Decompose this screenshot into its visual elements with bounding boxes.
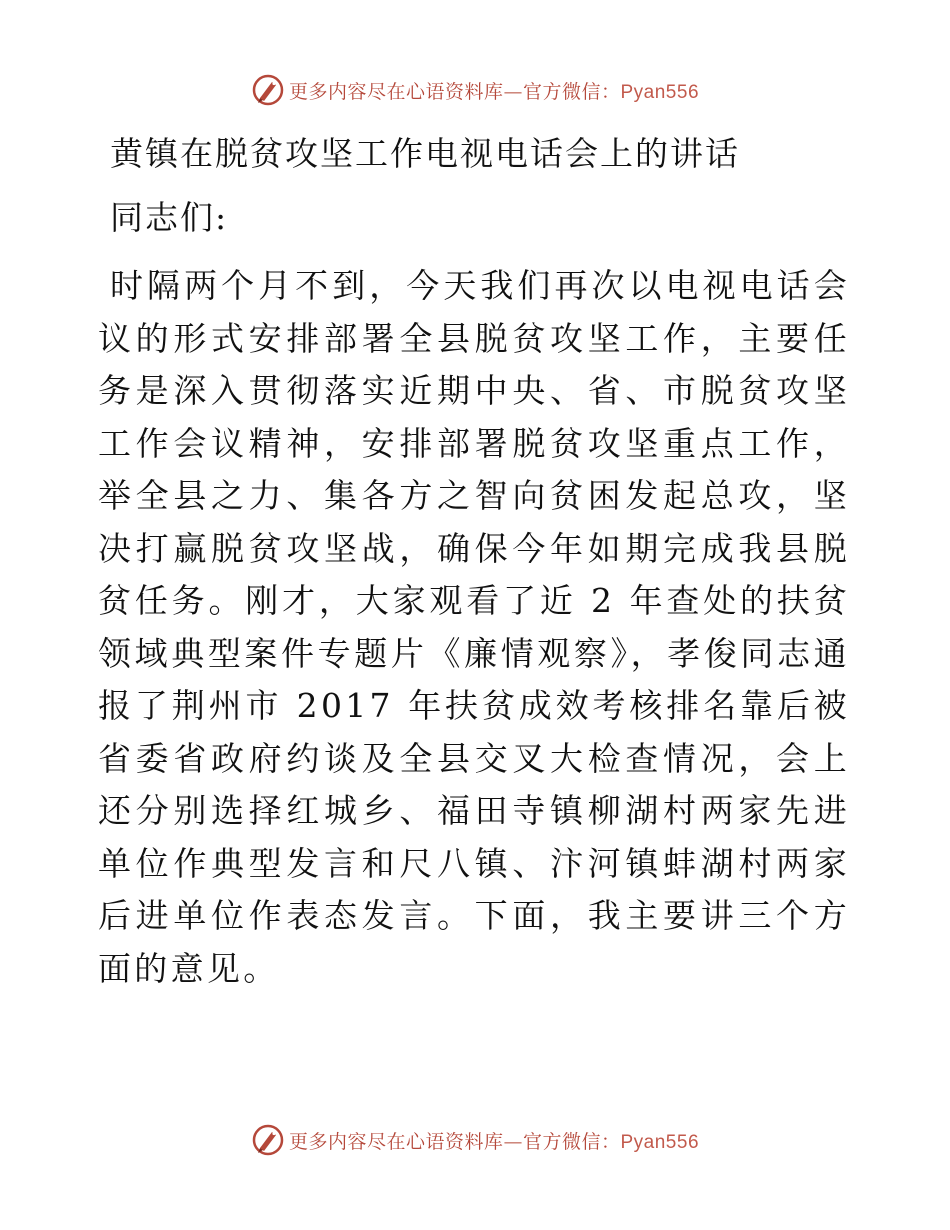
- watermark-separator: —: [503, 1130, 523, 1153]
- watermark-account: Pyan556: [620, 81, 700, 103]
- greeting-line: 同志们:: [110, 198, 229, 237]
- watermark-wechat-label: 官方微信：: [522, 80, 621, 103]
- watermark-wechat-label: 官方微信：: [522, 1130, 621, 1153]
- watermark-text: [289, 77, 699, 104]
- watermark-site-text: 更多内容尽在心语资料库: [288, 80, 504, 103]
- pen-logo-icon: [251, 1123, 285, 1157]
- pen-logo-icon: [251, 73, 285, 107]
- document-title: 黄镇在脱贫攻坚工作电视电话会上的讲话: [110, 134, 740, 173]
- watermark-text: [289, 1127, 699, 1154]
- footer-watermark-banner: [0, 1120, 950, 1160]
- watermark-separator: —: [503, 80, 523, 103]
- header-watermark-banner: [0, 70, 950, 110]
- watermark-account: Pyan556: [620, 1131, 700, 1153]
- body-paragraph: 时隔两个月不到，今天我们再次以电视电话会议的形式安排部署全县脱贫攻坚工作，主要任务是深入贯彻落实近期中央、省、市脱贫攻坚工作会议精神，安排部署脱贫攻坚重点工作，举全县之力、集各方之智向贫困发起总攻，坚决打赢脱贫攻坚战，确保今年如期完成我县脱贫任务。刚才，大家观看了近 2 年查处的扶贫领域典型案件专题片《廉情观察》，孝俊同志通报了荆州市 2017 年扶贫成效考核排名靠后被省委省政府约谈及全县交叉大检查情况，会上还分别选择红城乡、福田寺镇柳湖村两家先进单位作典型发言和尺八镇、汴河镇蚌湖村两家后进单位作表态发言。下面，我主要讲三个方面的意见。: [98, 266, 850, 988]
- watermark-site-text: 更多内容尽在心语资料库: [288, 1130, 504, 1153]
- document-body: [98, 120, 858, 995]
